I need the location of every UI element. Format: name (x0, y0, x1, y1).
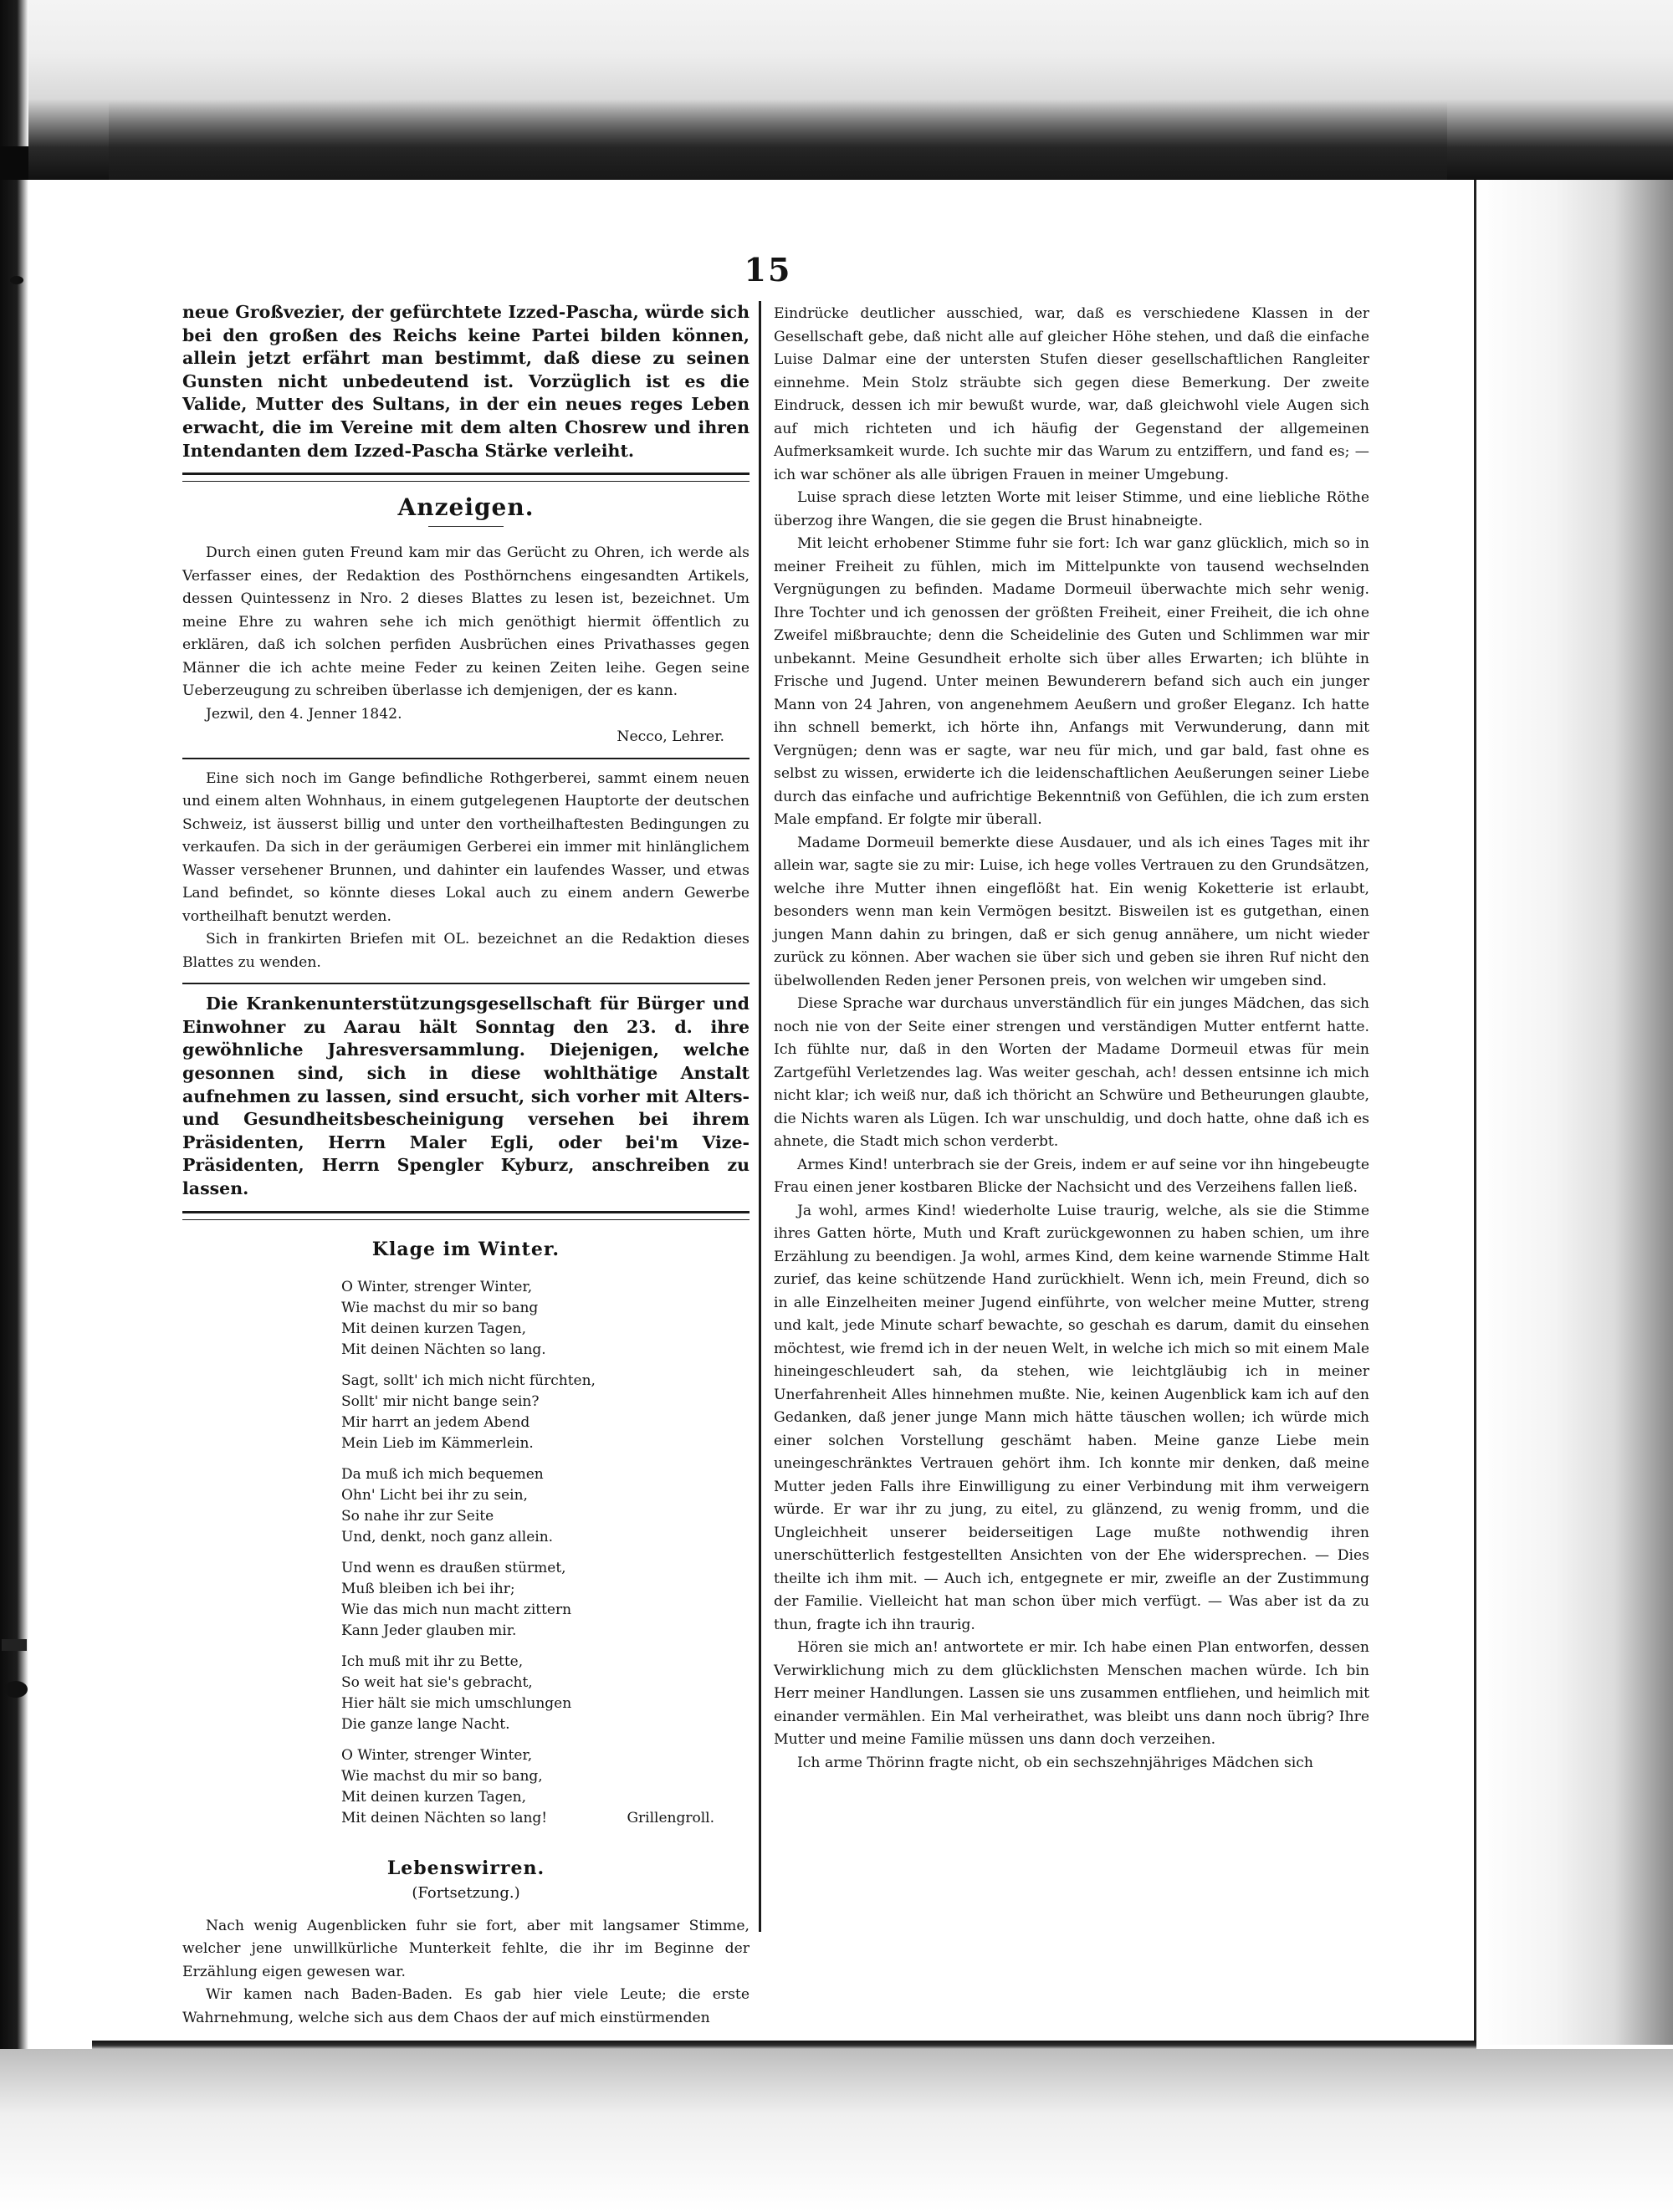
poem-line: Und, denkt, noch ganz allein. (341, 1528, 554, 1545)
poem-line: Wie das mich nun macht zittern (341, 1601, 572, 1618)
ad-necco-text: Durch einen guten Freund kam mir das Gerücht zu Ohren, ich werde als Verfasser eines, der Redaktion des Posthörnchens eingesandten Artikels, dessen Quintessenz in Nro. 2 dieses Blattes zu lesen ist, bezeichnet. Um meine Ehre zu wahren sehe ich mich genöthigt hiermit öffentlich zu erklären, daß ich solchen perfiden Ausbrüchen eines Privathasses gegen Männer die ich achte meine Feder zu keinen Zeiten leihe. Gegen seine Ueberzeugung zu schreiben überlasse ich demjenigen, der es kann. (182, 544, 750, 700)
page-number: 15 (744, 251, 792, 289)
ad-tannery-contact: Sich in frankirten Briefen mit OL. bezeichnet an die Redaktion dieses Blattes zu wenden. (182, 931, 750, 971)
ads-heading: Anzeigen. (397, 493, 535, 522)
poem-line: Sagt, sollt' ich mich nicht fürchten, (341, 1372, 596, 1389)
column-divider (759, 301, 761, 1932)
scan-shadow-bottom (0, 2049, 1673, 2212)
poem-line: Hier hält sie mich umschlungen (341, 1694, 572, 1712)
story-paragraph: Hören sie mich an! antwortete er mir. Ich habe einen Plan entworfen, dessen Verwirklichung mich zu dem glücklichsten Menschen machen würde. Ich bin Herr meiner Handlungen. Lassen sie uns zusammen entfliehen, und heimlich mit einander vermählen. Ein Mal verheirathet, was bleibt uns dann noch übrig? Ihre Mutter und meine Familie müssen uns dann doch verzeihen. (774, 1639, 1369, 1748)
left-column (182, 301, 750, 2030)
story-paragraph: Ich arme Thörinn fragte nicht, ob ein sechszehnjähriges Mädchen sich (797, 1754, 1313, 1771)
story-title: Lebenswirren. (386, 1857, 545, 1879)
poem-stanza (341, 1464, 750, 1548)
scan-binding-marks (0, 0, 33, 2212)
ad-divider (182, 758, 750, 759)
poem-line: Und wenn es draußen stürmet, (341, 1559, 566, 1576)
story-paragraph: Nach wenig Augenblicken fuhr sie fort, aber mit langsamer Stimme, welcher jene unwillkürliche Munterkeit fehlte, die ihr im Beginne der Erzählung eigen gewesen war. (182, 1917, 750, 1980)
ad-tannery-text: Eine sich noch im Gange befindliche Rothgerberei, sammt einem neuen und einem alten Wohnhaus, in einem gutgelegenen Hauptorte der deutschen Schweiz, ist äusserst billig und unter den vortheilhaftesten Bedingungen zu verkaufen. Da sich in der geräumigen Gerberei ein immer mit hinlänglichem Wasser versehener Brunnen, und dahinter ein laufendes Wasser, und etwas Land befindet, so könnte dieses Lokal auch zu einem andern Gewerbe vortheilhaft benutzt werden. (182, 769, 750, 925)
story-paragraph: Mit leicht erhobener Stimme fuhr sie fort: Ich war ganz glücklich, mich so in meiner Freiheit zu fühlen, mich im Mittelpunkte von tausend wechselnden Vergnügungen zu befinden. Madame Dormeuil überwachte mich sehr wenig. Ihre Tochter und ich genossen der größten Freiheit, einer Freiheit, die ich ohne Zweifel mißbrauchte; denn die Scheidelinie des Guten und Schlimmen war mir unbekannt. Meine Gesundheit erholte sich über alles Erwarten; ich blühte in Frische und Jugend. Unter meinen Bewunderern befand sich auch ein junger Mann von 24 Jahren, von angenehmem Aeußern und großer Eleganz. Ich hatte ihn schnell bemerkt, ich hörte ihn, Anfangs mit Verwunderung, dann mit Vergnügen; denn was er sagte, war neu für mich, und gar bald, fast ohne es selbst zu wissen, erwiderte ich die leidenschaftlichen Aeußerungen seiner Liebe durch das einfache und aufrichtige Bekenntniß von Gefühlen, die ich zum ersten Male empfand. Er folgte mir überall. (774, 535, 1369, 828)
story-paragraph: Diese Sprache war durchaus unverständlich für ein junges Mädchen, das sich noch nie von der Seite einer strengen und verständigen Mutter entfernt hatte. Ich fühlte nur, daß in den Worten der Madame Dormeuil etwas für mein Zartgefühl Verletzendes lag. Was weiter geschah, ach! dessen entsinne ich mich nicht klar; ich weiß nur, daß ich thöricht an Schwüre und Betheurungen glaubte, die Nichts waren als Lügen. Ich war unschuldig, und doch hatte, ohne daß ich es ahnete, die Stadt mich schon verderbt. (774, 995, 1369, 1150)
poem (341, 1277, 750, 1829)
poem-line: Mit deinen kurzen Tagen, (341, 1320, 527, 1337)
heading-underline (428, 526, 504, 527)
poem-line: So nahe ihr zur Seite (341, 1507, 494, 1525)
story-paragraph: Eindrücke deutlicher ausschied, war, daß es verschiedene Klassen in der Gesellschaft gebe, daß nicht alle auf gleicher Höhe stehen, und daß die einfache Luise Dalmar eine der untersten Stufen dieser gesellschaftlichen Rangleiter einnehme. Mein Stolz sträubte sich gegen diese Bemerkung. Der zweite Eindruck, dessen ich mir bewußt wurde, war, daß gleichwohl viele Augen sich auf mich richteten und ich häufig der Gegenstand der allgemeinen Aufmerksamkeit wurde. Ich suchte mir das Warum zu entziffern, und fand es; — ich war schöner als alle übrigen Frauen in meiner Umgebung. (774, 305, 1369, 483)
poem-line: Muß bleiben ich bei ihr; (341, 1580, 515, 1597)
poem-line: So weit hat sie's gebracht, (341, 1673, 533, 1691)
ad-divider (182, 983, 750, 984)
poem-line: Sollt' mir nicht bange sein? (341, 1392, 540, 1410)
page-edge-right (1474, 180, 1476, 2041)
poem-line: Mit deinen kurzen Tagen, (341, 1788, 527, 1806)
news-paragraph: neue Großvezier, der gefürchtete Izzed-Pascha, würde sich bei den großen des Reichs keine Partei bilden können, allein jetzt erfährt man bestimmt, daß diese zu seinen Gunsten nicht unbedeutend ist. Vorzüglich ist es die Valide, Mutter des Sultans, in der ein neues reges Leben erwacht, die im Vereine mit dem alten Chosrew und ihren Intendanten dem Izzed-Pascha Stärke verleiht. (182, 302, 750, 461)
poem-line: Mit deinen Nächten so lang. (341, 1341, 546, 1358)
scan-shadow-right (1476, 180, 1673, 2045)
poem-author: Grillengroll. (627, 1809, 714, 1826)
poem-line: Wie machst du mir so bang, (341, 1767, 543, 1785)
poem-line: Die ganze lange Nacht. (341, 1715, 510, 1733)
poem-line: O Winter, strenger Winter, (341, 1278, 533, 1295)
poem-line: Wie machst du mir so bang (341, 1299, 539, 1316)
poem-stanza (341, 1371, 750, 1454)
poem-stanza (341, 1745, 750, 1829)
ad-health-society-text: Die Krankenunterstützungsgesellschaft für Bürger und Einwohner zu Aarau hält Sonntag den 23. d. ihre gewöhnliche Jahresversammlung. Diejenigen, welche gesonnen sind, sich in diese wohlthätige Anstalt aufnehmen zu lassen, sind ersucht, sich vorher mit Alters- und Gesundheitsbescheinigung versehen bei ihrem Präsidenten, Herrn Maler Egli, oder bei'm Vize-Präsidenten, Herrn Spengler Kyburz, anschreiben zu lassen. (182, 994, 750, 1198)
poem-line: Kann Jeder glauben mir. (341, 1622, 517, 1639)
poem-line: Mein Lieb im Kämmerlein. (341, 1434, 534, 1452)
poem-stanza (341, 1277, 750, 1361)
poem-line: Mit deinen Nächten so lang! (341, 1809, 548, 1826)
page-edge-bottom (92, 2041, 1476, 2049)
story-paragraph: Luise sprach diese letzten Worte mit leiser Stimme, und eine liebliche Röthe überzog ihre Wangen, die sie gegen die Brust hinabneigte. (774, 489, 1369, 529)
story-subtitle: (Fortsetzung.) (412, 1883, 520, 1902)
poem-line: O Winter, strenger Winter, (341, 1746, 533, 1764)
story-paragraph: Ja wohl, armes Kind! wiederholte Luise traurig, welche, als sie die Stimme ihres Gatten hörte, Muth und Kraft zurückgewonnen zu haben schien, um ihre Erzählung zu beendigen. Ja wohl, armes Kind, dem keine warnende Stimme Halt zurief, das keine schützende Hand zurückhielt. Wenn ich, mein Freund, dich so in alle Einzelheiten meiner Jugend einführte, von welcher meine Mutter, streng und kalt, jede Minute scharf bewachte, so geschah es darum, damit du einsehen möchtest, wie fremd ich in der neuen Welt, in welche ich mich so mit einem Male hineingeschleudert sah, da stehen, wie leichtgläubig ich in meiner Unerfahrenheit Alles hinnehmen mußte. Nie, keinen Augenblick kam ich auf den Gedanken, daß jener junge Mann mich hätte täuschen wollen; ich würde mich einer solchen Vorstellung geschämt haben. Meine ganze Liebe mein uneingeschränktes Vertrauen gehört ihm. Ich konnte mir denken, daß meine Mutter jeden Falls ihre Einwilligung zu einer Verbindung mit ihm verweigern würde. Er war ihr zu jung, zu eitel, zu glänzend, zu wenig fromm, und die Ungleichheit unserer beiderseitigen Lage mußte nothwendig ihren unerschütterlich festgestellten Ansichten von der Ehe widersprechen. — Dies theilte ich ihm mit. — Auch ich, entgegnete er mir, zweifle an der Zustimmung der Familie. Vielleicht hat man schon über mich verfügt. — Was aber ist da zu thun, fragte ich ihn traurig. (774, 1202, 1369, 1633)
poem-line: Da muß ich mich bequemen (341, 1465, 544, 1483)
poem-stanza (341, 1558, 750, 1642)
ad-necco-author: Necco, Lehrer. (617, 728, 724, 746)
ad-necco-place-date: Jezwil, den 4. Jenner 1842. (206, 705, 402, 723)
story-paragraph: Wir kamen nach Baden-Baden. Es gab hier viele Leute; die erste Wahrnehmung, welche sich aus dem Chaos der auf mich einstürmenden (182, 1986, 750, 2026)
story-paragraph: Madame Dormeuil bemerkte diese Ausdauer, und als ich eines Tages mit ihr allein war, sagte sie zu mir: Luise, ich hege volles Vertrauen zu den Grundsätzen, welche ihre Mutter ihnen eingeflößt hat. Ein wenig Koketterie ist erlaubt, besonders wenn man kein Vermögen besitzt. Bisweilen ist es gutgethan, einen jungen Mann dahin zu bringen, daß er sich genug annähere, um nicht wieder zurück zu können. Aber wachen sie über sich und geben sie ihren Ruf nicht den übelwollenden Reden jener Personen preis, von welchen wir umgeben sind. (774, 834, 1369, 989)
poem-line: Ohn' Licht bei ihr zu sein, (341, 1486, 528, 1504)
poem-stanza (341, 1652, 750, 1735)
section-divider (182, 473, 750, 482)
story-paragraph: Armes Kind! unterbrach sie der Greis, indem er auf seine vor ihn hingebeugte Frau einen jener kostbaren Blicke der Nachsicht und des Verzeihens fallen ließ. (774, 1156, 1369, 1196)
scan-shadow-top-fade (109, 100, 1447, 180)
poem-line: Mir harrt an jedem Abend (341, 1413, 530, 1431)
right-column (774, 303, 1369, 1775)
section-divider (182, 1211, 750, 1220)
poem-line: Ich muß mit ihr zu Bette, (341, 1653, 524, 1670)
poem-title: Klage im Winter. (371, 1238, 560, 1260)
